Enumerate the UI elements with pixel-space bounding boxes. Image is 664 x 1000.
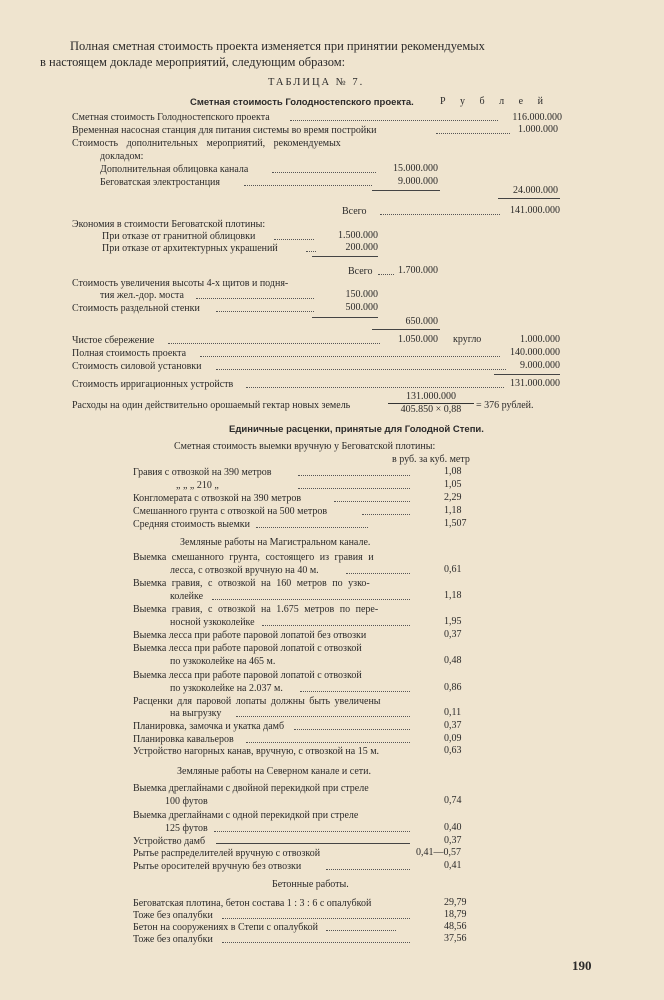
table-label: ТАБЛИЦА № 7. (268, 77, 365, 88)
concrete-label: Тоже без опалубки (133, 934, 213, 945)
north-canal-line-2: 125 футов (165, 823, 208, 834)
full-cost-value: 140.000.000 (510, 347, 560, 358)
main-canal-value: 1,18 (444, 590, 462, 601)
main-canal-line-1: Устройство нагорных канав, вручную, с отвозкой на 15 м. (133, 746, 380, 757)
north-canal-line-1: Рытье оросителей вручную без отвозки (133, 861, 302, 872)
north-canal-title: Земляные работы на Северном канале и сети. (177, 766, 371, 777)
dot-leader (346, 573, 410, 574)
fraction-numerator: 131.000.000 (406, 391, 456, 402)
dot-leader (216, 369, 506, 370)
economy-total: 1.700.000 (398, 265, 438, 276)
power-label: Стоимость силовой установки (72, 361, 202, 372)
additional-item-value: 9.000.000 (398, 176, 438, 187)
begovat-label: Средняя стоимость выемки (133, 519, 251, 530)
dot-leader (256, 527, 368, 528)
economy-item-label: При отказе от гранитной облицовки (102, 231, 256, 242)
main-canal-value: 1,95 (444, 616, 462, 627)
unit-rates-title: Единичные расценки, принятые для Голодной Степи. (229, 424, 484, 435)
economy-total-label: Всего (348, 266, 373, 277)
dot-leader (246, 742, 410, 743)
per-hectare-label: Расходы на один действительно орошаемый гектар новых земель (72, 400, 351, 411)
main-canal-line-1: Выемка гравия, с отвозкой на 160 метров по узко- (133, 578, 370, 589)
row-label: Временная насосная станция для питания системы во время постройки (72, 125, 377, 136)
main-canal-value: 0,86 (444, 682, 462, 693)
additional-total: 141.000.000 (510, 205, 560, 216)
begovat-value: 1,507 (444, 518, 467, 529)
dot-leader (334, 501, 410, 502)
increase-label-3: Стоимость раздельной стенки (72, 303, 200, 314)
main-canal-line-1: Выемка лесса при работе паровой лопатой с отвозкой (133, 670, 362, 681)
page-number: 190 (572, 958, 592, 973)
main-canal-line-1: Планировка кавальеров (133, 734, 234, 745)
begovat-value: 1,08 (444, 466, 462, 477)
net-saving-rounded: 1.000.000 (520, 334, 560, 345)
dot-leader (236, 716, 410, 717)
additional-label-1: Стоимость дополнительных мероприятий, рекомендуемых (72, 138, 341, 149)
net-saving-value: 1.050.000 (398, 334, 438, 345)
north-canal-value: 0,74 (444, 795, 462, 806)
begovat-value: 1,18 (444, 505, 462, 516)
dot-leader (290, 120, 498, 121)
begovat-label: Конгломерата с отвозкой на 390 метров (133, 493, 302, 504)
main-canal-title: Земляные работы на Магистральном канале. (180, 537, 371, 548)
row-label: Сметная стоимость Голодностепского проекта (72, 112, 270, 123)
sum-rule (372, 190, 440, 191)
increase-value-2: 500.000 (345, 302, 378, 313)
intro-line-2: в настоящем докладе мероприятий, следующим образом: (40, 55, 346, 69)
main-canal-value: 0,11 (444, 707, 462, 718)
north-canal-value: 0,40 (444, 822, 462, 833)
irrigation-label: Стоимость ирригационных устройств (72, 379, 234, 390)
main-canal-value: 0,63 (444, 745, 462, 756)
north-canal-line-1: Выемка дреглайнами с двойной перекидкой при стреле (133, 783, 369, 794)
main-canal-line-2: на выгрузку (170, 708, 222, 719)
per-hectare-fraction (388, 391, 474, 416)
main-canal-value: 0,37 (444, 720, 462, 731)
unit-rates-unit: в руб. за куб. метр (392, 454, 470, 465)
economy-item-label: При отказе от архитектурных украшений (102, 243, 278, 254)
concrete-value: 48,56 (444, 921, 467, 932)
concrete-label: Тоже без опалубки (133, 910, 213, 921)
table-title: Сметная стоимость Голодностепского проекта. (190, 97, 414, 108)
main-canal-value: 0,61 (444, 564, 462, 575)
main-canal-line-2: носной узкоколейке (170, 617, 255, 628)
dot-leader (262, 625, 410, 626)
main-canal-line-2: по узкоколейке на 2.037 м. (170, 683, 283, 694)
per-hectare-result: = 376 рублей. (476, 400, 534, 411)
power-value: 9.000.000 (520, 360, 560, 371)
dot-leader (298, 488, 410, 489)
unit-rates-subtitle: Сметная стоимость выемки вручную у Беговатской плотины: (174, 441, 436, 452)
sum-rule (312, 256, 378, 257)
full-cost-label: Полная стоимость проекта (72, 348, 187, 359)
main-canal-line-1: Выемка гравия, с отвозкой на 1.675 метров по пере- (133, 604, 379, 615)
begovat-value: 1,05 (444, 479, 462, 490)
sum-rule (372, 329, 440, 330)
dot-leader (212, 599, 410, 600)
dot-leader (214, 831, 410, 832)
dot-leader (222, 942, 410, 943)
concrete-value: 37,56 (444, 933, 467, 944)
increase-label-2: тия жел.-дор. моста (100, 290, 184, 301)
additional-item-label: Дополнительная облицовка канала (100, 164, 249, 175)
north-canal-value: 0,41—0,57 (416, 847, 461, 858)
north-canal-line-1: Выемка дреглайнами с одной перекидкой при стреле (133, 810, 359, 821)
increase-subtotal: 650.000 (405, 316, 438, 327)
concrete-label: Бетон на сооружениях в Степи с опалубкой (133, 922, 318, 933)
sum-rule (498, 198, 560, 199)
main-canal-line-2: колейке (170, 591, 204, 602)
increase-value-1: 150.000 (345, 289, 378, 300)
main-canal-line-2: лесса, с отвозкой вручную на 40 м. (170, 565, 319, 576)
additional-item-label: Беговатская электростанция (100, 177, 221, 188)
north-canal-value: 0,37 (444, 835, 462, 846)
dot-leader (362, 514, 410, 515)
net-saving-rounded-label: кругло (453, 334, 482, 345)
main-canal-value: 0,48 (444, 655, 462, 666)
main-canal-line-1: Расценки для паровой лопаты должны быть увеличены (133, 696, 381, 707)
begovat-label: Гравия с отвозкой на 390 метров (133, 467, 272, 478)
dot-leader (222, 918, 410, 919)
concrete-label: Беговатская плотина, бетон состава 1 : 3 : 6 с опалубкой (133, 898, 372, 909)
north-canal-line-2: 100 футов (165, 796, 208, 807)
additional-item-value: 15.000.000 (393, 163, 438, 174)
additional-label-2: докладом: (100, 151, 144, 162)
economy-item-value: 1.500.000 (338, 230, 378, 241)
main-canal-line-1: Выемка лесса при работе паровой лопатой без отвозки (133, 630, 367, 641)
dot-leader (168, 343, 380, 344)
currency-header: Р у б л е й (440, 96, 549, 107)
irrigation-value: 131.000.000 (510, 378, 560, 389)
dot-leader (244, 185, 372, 186)
fraction-denominator: 405.850 × 0,88 (388, 403, 474, 416)
dot-leader (200, 356, 500, 357)
main-canal-line-1: Выемка смешанного грунта, состоящего из гравия и (133, 552, 374, 563)
dash-leader (216, 843, 410, 844)
dot-leader (294, 729, 410, 730)
main-canal-line-1: Выемка лесса при работе паровой лопатой с отвозкой (133, 643, 362, 654)
concrete-title: Бетонные работы. (272, 879, 349, 890)
net-saving-label: Чистое сбережение (72, 335, 155, 346)
main-canal-value: 0,37 (444, 629, 462, 640)
begovat-value: 2,29 (444, 492, 462, 503)
dot-leader (196, 298, 314, 299)
main-canal-line-1: Планировка, замочка и укатка дамб (133, 721, 285, 732)
additional-subtotal: 24.000.000 (513, 185, 558, 196)
increase-label-1: Стоимость увеличения высоты 4-х щитов и подня- (72, 278, 289, 289)
dot-leader (298, 475, 410, 476)
concrete-value: 29,79 (444, 897, 467, 908)
sum-rule (494, 374, 560, 375)
dot-leader (300, 691, 410, 692)
dot-leader (246, 387, 504, 388)
intro-line-1: Полная сметная стоимость проекта изменяется при принятии рекомендуемых (70, 39, 485, 53)
north-canal-line-1: Устройство дамб (133, 836, 206, 847)
row-value: 116.000.000 (512, 112, 562, 123)
begovat-label: Смешанного грунта с отвозкой на 500 метров (133, 506, 328, 517)
begovat-label: „ „ „ 210 „ (176, 480, 219, 491)
main-canal-value: 0,09 (444, 733, 462, 744)
economy-item-value: 200.000 (345, 242, 378, 253)
north-canal-line-1: Рытье распределителей вручную с отвозкой (133, 848, 321, 859)
total-label: Всего (342, 206, 367, 217)
north-canal-value: 0,41 (444, 860, 462, 871)
main-canal-line-2: по узкоколейке на 465 м. (170, 656, 276, 667)
dot-leader (326, 930, 396, 931)
dot-leader (326, 869, 410, 870)
economy-label: Экономия в стоимости Беговатской плотины: (72, 219, 266, 230)
row-value: 1.000.000 (518, 124, 558, 135)
concrete-value: 18,79 (444, 909, 467, 920)
